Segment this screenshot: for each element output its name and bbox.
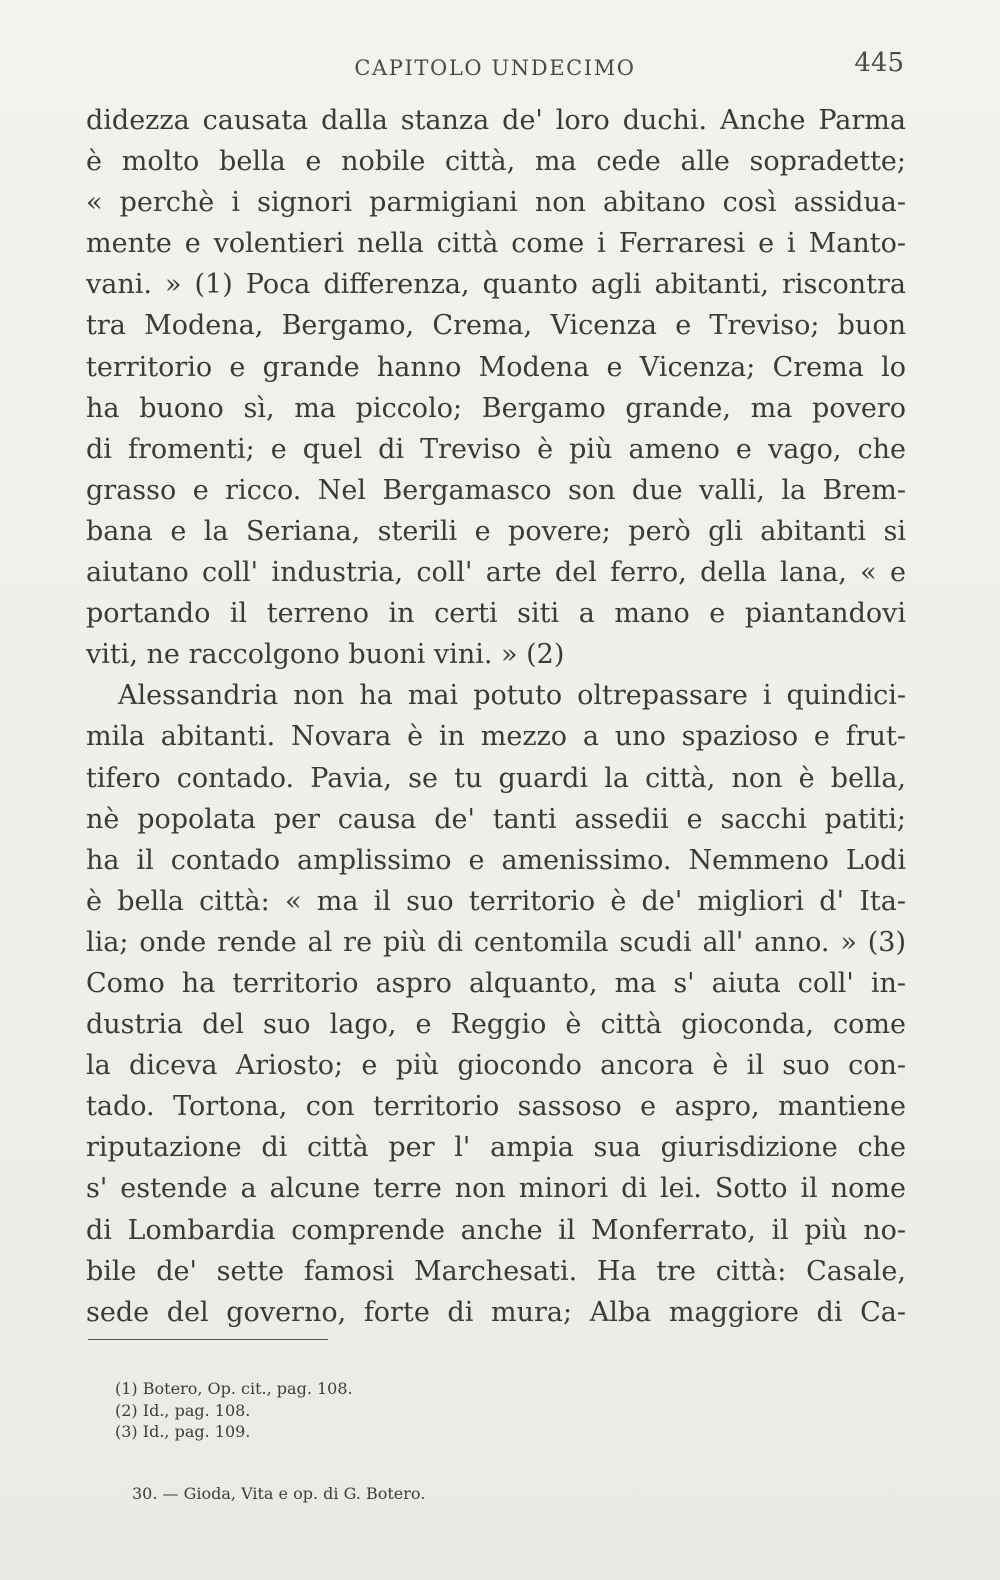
text-line: tifero contado. Pavia, se tu guardi la città, non è bella, [86,762,906,794]
signature-line: 30. — Gioda, Vita e op. di G. Botero. [132,1484,426,1503]
page-number: 445 [854,48,904,78]
text-line: bile de' sette famosi Marchesati. Ha tre città: Casale, [86,1255,906,1287]
text-line: lia; onde rende al re più di centomila scudi all' anno. » (3) [86,926,906,958]
text-line: la diceva Ariosto; e più giocondo ancora è il suo con- [86,1050,906,1082]
running-header [86,46,904,86]
text-line: nè popolata per causa de' tanti assedii e sacchi patiti; [86,803,906,835]
text-line: è bella città: « ma il suo territorio è de' migliori d' Ita- [86,885,906,917]
text-line: s' estende a alcune terre non minori di lei. Sotto il nome [86,1173,906,1205]
text-line: di Lombardia comprende anche il Monferrato, il più no- [86,1214,906,1246]
text-line: è molto bella e nobile città, ma cede alle sopradette; [86,146,906,178]
footnote: (2) Id., pag. 108. [115,1400,251,1420]
text-line: riputazione di città per l' ampia sua giurisdizione che [86,1132,906,1164]
footnotes [115,1378,615,1443]
footnote: (1) Botero, Op. cit., pag. 108. [115,1379,353,1398]
text-line: aiutano coll' industria, coll' arte del ferro, della lana, « e [86,557,906,589]
footnote-divider [88,1339,328,1340]
body-text [86,100,906,1333]
footnote: (3) Id., pag. 109. [115,1422,251,1441]
chapter-title: CAPITOLO UNDECIMO [354,56,636,80]
text-line: didezza causata dalla stanza de' loro duchi. Anche Parma [86,105,906,136]
text-line: tado. Tortona, con territorio sassoso e aspro, mantiene [86,1091,906,1123]
text-line: sede del governo, forte di mura; Alba maggiore di Ca- [86,1296,906,1328]
text-line: mente e volentieri nella città come i Ferraresi e i Manto- [86,228,906,260]
text-line: Como ha territorio aspro alquanto, ma s' aiuta coll' in- [86,967,906,999]
text-line: mila abitanti. Novara è in mezzo a uno spazioso e frut- [86,721,906,753]
text-line: grasso e ricco. Nel Bergamasco son due valli, la Brem- [86,474,906,506]
text-line: ha buono sì, ma piccolo; Bergamo grande, ma povero [86,392,906,424]
text-line: dustria del suo lago, e Reggio è città gioconda, come [86,1009,906,1041]
text-line: viti, ne raccolgono buoni vini. » (2) [86,639,565,671]
text-line: « perchè i signori parmigiani non abitano così assidua- [86,187,906,219]
text-line: vani. » (1) Poca differenza, quanto agli abitanti, riscontra [86,269,906,301]
text-line: Alessandria non ha mai potuto oltrepassare i quindici- [118,680,906,712]
text-line: ha il contado amplissimo e amenissimo. Nemmeno Lodi [86,844,906,876]
text-line: bana e la Seriana, sterili e povere; però gli abitanti si [86,515,906,547]
text-line: tra Modena, Bergamo, Crema, Vicenza e Treviso; buon [86,310,906,342]
text-line: di fromenti; e quel di Treviso è più ameno e vago, che [86,433,906,465]
text-line: territorio e grande hanno Modena e Vicenza; Crema lo [86,351,906,383]
text-line: portando il terreno in certi siti a mano e piantandovi [86,598,906,630]
